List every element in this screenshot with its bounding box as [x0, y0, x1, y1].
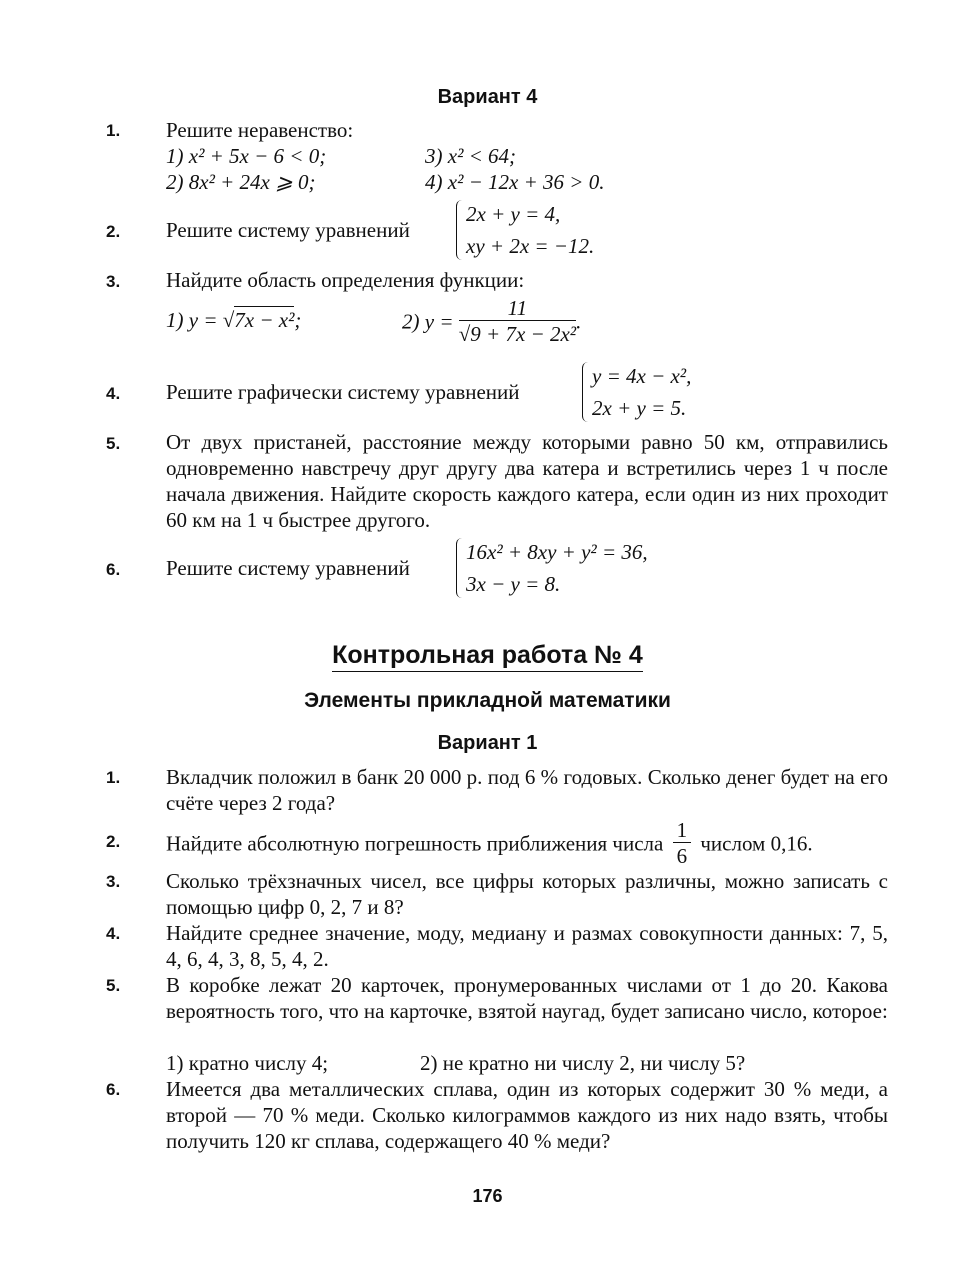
- task-number: 5.: [106, 434, 121, 453]
- function-label: 2) y =: [402, 309, 459, 334]
- task-text: Решите систему уравнений: [166, 556, 410, 580]
- task-number: 1.: [106, 121, 121, 140]
- numerator: 11: [459, 296, 576, 321]
- fraction: [459, 296, 576, 347]
- test-title: [0, 641, 975, 670]
- numerator: 1: [673, 818, 692, 843]
- equation-system: [582, 360, 691, 424]
- inequality-4: 4) x² − 12x + 36 > 0.: [425, 170, 605, 194]
- sqrt-icon: √: [458, 322, 471, 346]
- inequality-3: 3) x² < 64;: [425, 144, 517, 168]
- punctuation: ;: [294, 308, 302, 332]
- task-text: Решите систему уравнений: [166, 218, 410, 242]
- task-number: 1.: [106, 768, 121, 787]
- task-text: Сколько трёхзначных чисел, все цифры которых различны, можно записать с помощью цифр 0, 2, 7 и 8?: [166, 869, 888, 919]
- equation-system: [456, 536, 648, 600]
- task-text: Вкладчик положил в банк 20 000 р. под 6 % годовых. Сколько денег будет на его счёте через 2 года?: [166, 765, 888, 815]
- equation: xy + 2x = −12.: [466, 234, 595, 258]
- task-number: 2.: [106, 222, 121, 241]
- radicand: 7x − x²: [234, 308, 295, 332]
- denominator: 6: [676, 844, 688, 868]
- equation: 16x² + 8xy + y² = 36,: [466, 540, 648, 564]
- option-2: 2) не кратно ни числу 2, ни числу 5?: [420, 1051, 746, 1075]
- task-text-end: числом 0,16.: [700, 831, 813, 856]
- task-number: 4.: [106, 384, 121, 403]
- fraction: [673, 818, 692, 869]
- brace-icon: [456, 200, 465, 260]
- inequality-1: 1) x² + 5x − 6 < 0;: [166, 144, 327, 168]
- variant-heading: Вариант 4: [437, 86, 538, 108]
- task-text: Найдите среднее значение, моду, медиану и размах совокупности данных: 7, 5, 4, 6, 4, 3, 8, 5, 4, 2.: [166, 921, 888, 971]
- task-number: 6.: [106, 560, 121, 579]
- option-1: 1) кратно числу 4;: [166, 1051, 329, 1075]
- task-text-start: Найдите абсолютную погрешность приближения числа: [166, 831, 664, 856]
- radicand: 9 + 7x − 2x²: [470, 322, 577, 346]
- task-text: Найдите область определения функции:: [166, 268, 525, 292]
- task-number: 3.: [106, 872, 121, 891]
- task-text: Имеется два металлических сплава, один из которых содержит 30 % меди, а второй — 70 % меди. Сколько килограммов каждого из них надо взять, чтобы получить 120 кг сплава, содержащего 40 % меди?: [166, 1077, 888, 1153]
- task-number: 5.: [106, 976, 121, 995]
- test-title-text: Контрольная работа № 4: [332, 641, 643, 672]
- task-text: В коробке лежат 20 карточек, пронумерованных числами от 1 до 20. Какова вероятность того, что на карточке, взятой наугад, будет записано число, которое:: [166, 973, 888, 1023]
- equation: 2x + y = 5.: [592, 396, 687, 420]
- page-number: 176: [472, 1186, 503, 1206]
- function-1: [166, 307, 301, 333]
- task-text: Решите неравенство:: [166, 118, 354, 142]
- variant-heading: Вариант 1: [437, 732, 538, 754]
- inequality-2: 2) 8x² + 24x ⩾ 0;: [166, 170, 316, 194]
- function-2: [402, 296, 581, 347]
- equation: 2x + y = 4,: [466, 202, 561, 226]
- task-number: 2.: [106, 832, 121, 851]
- equation-system: [456, 198, 594, 262]
- task-number: 3.: [106, 272, 121, 291]
- task-text: Решите графически систему уравнений: [166, 380, 520, 404]
- task-number: 4.: [106, 924, 121, 943]
- task-text: [166, 818, 813, 869]
- task-number: 6.: [106, 1080, 121, 1099]
- function-label: 1) y =: [166, 308, 223, 332]
- sqrt-icon: √: [222, 308, 235, 332]
- punctuation: .: [576, 309, 582, 334]
- brace-icon: [582, 362, 591, 422]
- equation: 3x − y = 8.: [466, 572, 561, 596]
- test-subtitle: Элементы прикладной математики: [304, 689, 671, 712]
- brace-icon: [456, 538, 465, 598]
- equation: y = 4x − x²,: [592, 364, 692, 388]
- task-text: От двух пристаней, расстояние между которыми равно 50 км, отправились одновременно навстречу друг другу два катера и встретились через 1 ч после начала движения. Найдите скорость каждого катера, если один из них проходит 60 км на 1 ч быстрее другого.: [166, 430, 888, 532]
